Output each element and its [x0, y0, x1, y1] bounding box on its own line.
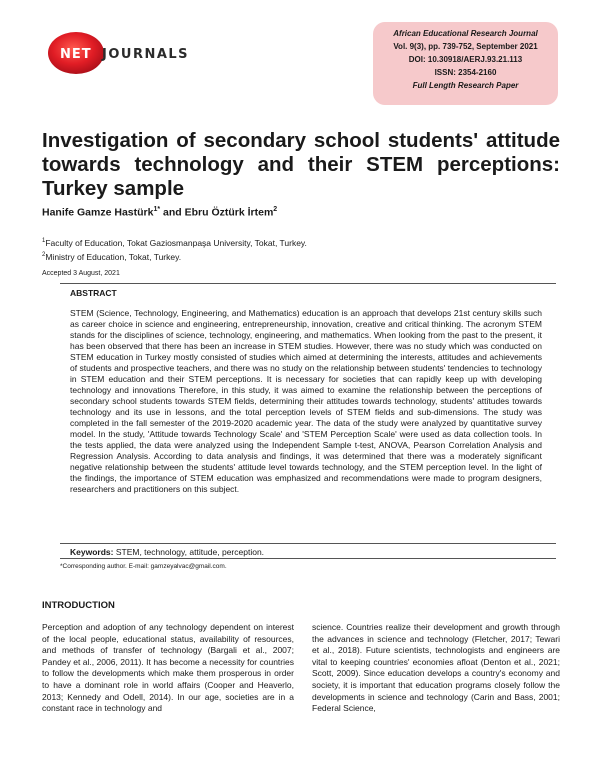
introduction-heading: INTRODUCTION — [42, 600, 115, 611]
netjournals-logo-graphic — [40, 25, 240, 85]
introduction-right-column: science. Countries realize their development and growth through the advances in science and technology (Fletcher, 2017; Tewari et al., 2018). Future scientists, technologists and engineers are vital to keeping countries' economies afloat (Denton et al., 2021; Scott, 2009). Since education develops a country's economy and society, it is important that education programs closely follow the developments in science and technology (Carin and Bass, 2001; Federal Science, — [312, 622, 560, 714]
affiliation-1: $^1$Faculty of Education, Tokat Gaziosmanpaşa University, Tokat, Turkey. — [42, 237, 307, 248]
keywords-label: Keywords: — [70, 547, 114, 557]
paper-type: Full Length Research Paper — [412, 81, 519, 90]
svg-text:JOURNALS: JOURNALS — [102, 47, 190, 62]
journal-issn: ISSN: 2354-2160 — [434, 68, 497, 77]
author-1: Hanife Gamze Hastürk — [42, 206, 154, 219]
svg-text:NET: NET — [60, 47, 92, 62]
logo-text-group — [60, 47, 189, 62]
abstract-body: STEM (Science, Technology, Engineering, and Mathematics) education is an approach that develops 21st century skills such as career choice in science and engineering, entrepreneurship, innovation, creative and critical thinking. The acronym STEM stands for the disciplines of science, technology, engineering, and mathematics. When looking from the past to the present, it has been observed that there has been an increase in STEM studies. However, there was no study which was conducted on STEM education in Turkey mostly consisted of studies which aimed at determining the interests, attitudes and achievements of students and prospective teachers, and there was no study on the relationship between students' tendencies to technology in STEM education and their STEM perceptions. It is necessary for societies that can rapidly keep up with developing technology and innovations Therefore, in this study, it was aimed to examine the relationship between the perceptions of secondary school students towards STEM fields, determining their attitudes towards technology, students' attitudes towards technology and its use in lessons, and the total perception levels of STEM fields and sub-dimensions. The study was completed in the fall semester of the 2019-2020 academic year. The data of the study were analyzed by quantitative survey model. In the study, 'Attitude towards Technology Scale' and 'STEM Perception Scale' were used as data collection tools. In the tests applied, the data were analyzed using the Independent Sample t-test, ANOVA, Pearson Correlation Analysis and Regression Analysis. According to data analysis and findings, it was determined that there was a moderately significant negative relationship between the students' attitude level towards technology, and the STEM perception level. In the light of the findings, the importance of STEM education was emphasized and recommendations were made to program designers, researchers and practitioners on this subject. — [70, 308, 542, 494]
authors-and: and — [160, 206, 185, 219]
journal-doi: DOI: 10.30918/AERJ.93.21.113 — [408, 55, 523, 64]
netjournals-logo — [40, 25, 240, 85]
journal-name: African Educational Research Journal — [393, 29, 538, 38]
authors-line — [42, 206, 277, 219]
keywords-value: STEM, technology, attitude, perception. — [113, 547, 265, 557]
journal-volume: Vol. 9(3), pp. 739-752, September 2021 — [393, 42, 538, 51]
abstract-section — [60, 283, 556, 495]
journal-info-box — [373, 22, 558, 105]
paper-title: Investigation of secondary school students' attitude towards technology and their STEM perceptions: Turkey sample — [42, 129, 560, 200]
abstract-heading: ABSTRACT — [70, 288, 117, 298]
affiliations — [42, 235, 307, 263]
author-1-affil: 1* — [153, 206, 161, 213]
corresponding-author-note: *Corresponding author. E-mail: gamzeyalvac@gmail.com. — [60, 563, 227, 570]
keywords — [60, 543, 556, 559]
accepted-date: Accepted 3 August, 2021 — [42, 270, 120, 277]
author-2-affil: 2 — [273, 206, 278, 213]
affiliation-2: $^2$Ministry of Education, Tokat, Turkey. — [42, 251, 182, 262]
introduction-left-column: Perception and adoption of any technology dependent on interest of the local people, educational status, availability of resources, and methods of transfer of technology (Bargali et al., 2007; Pandey et al., 2006, 2011). It has become a necessity for countries to follow the developments which make them prosperous in order to have a dominant role in world affairs (Cooper and Heaverlo, 2013; Kennedy and Odell, 2014). In our age, societies are in a constant race in technology and — [42, 622, 294, 714]
author-2: Ebru Öztürk İrtem — [184, 206, 274, 219]
